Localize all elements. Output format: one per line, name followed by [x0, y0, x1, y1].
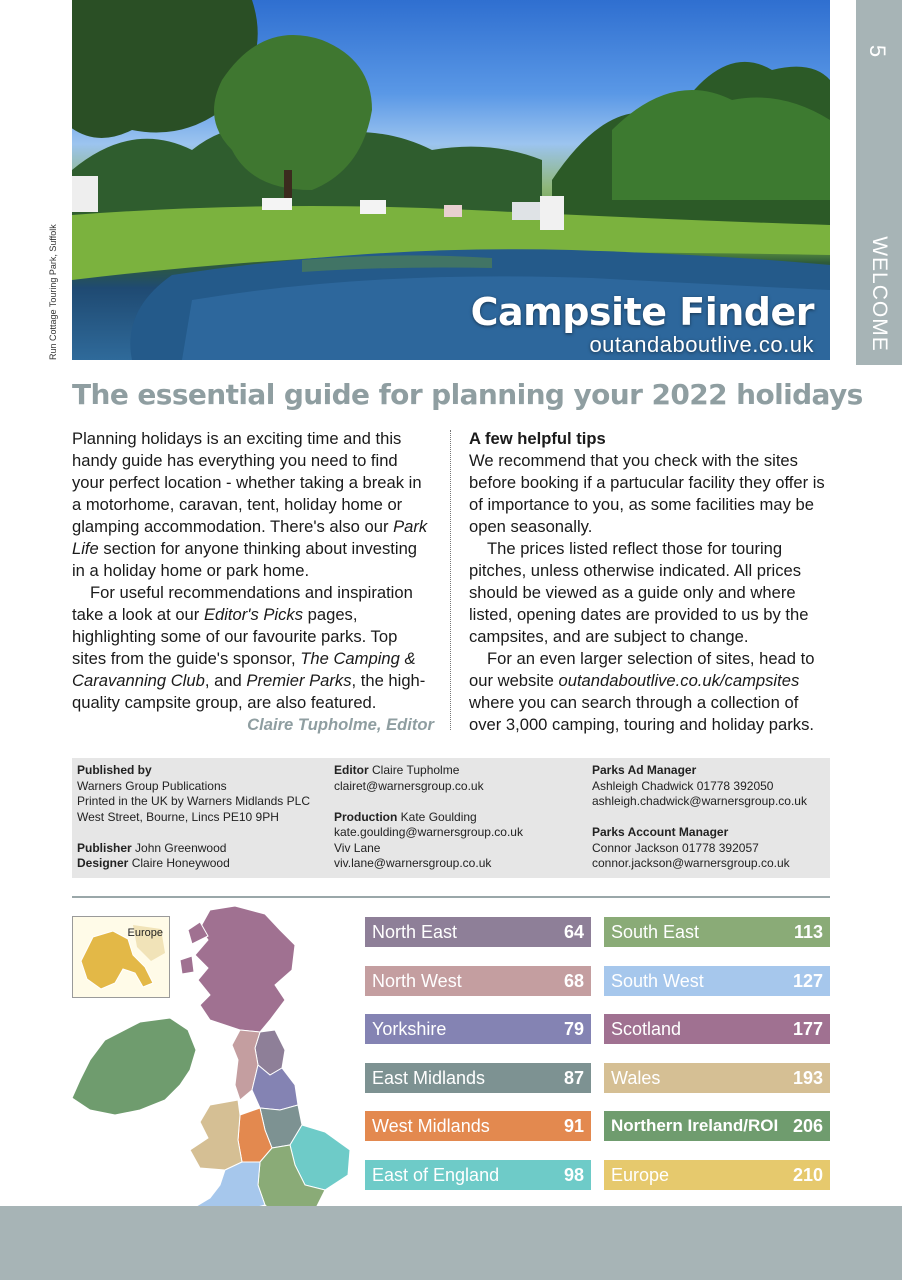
region-item-northern-ireland-roi[interactable]: [604, 1111, 830, 1141]
region-page-number: 113: [793, 922, 823, 942]
credits-advertising: Parks Ad Manager Ashleigh Chadwick 01778 392050 ashleigh.chadwick@warnersgroup.co.uk Parks Account Manager Connor Jackson 01778 392057 connor.jackson@warnersgroup.co.uk: [592, 763, 807, 870]
tips-column: [469, 428, 834, 736]
credits-box: [72, 758, 830, 878]
region-item-europe[interactable]: [604, 1160, 830, 1190]
region-page-number: 127: [792, 970, 823, 991]
region-name: North West: [372, 970, 462, 991]
tips-heading: A few helpful tips: [469, 429, 606, 448]
editor-email[interactable]: clairet@warnersgroup.co.uk: [334, 778, 484, 793]
region-page-number: 98: [563, 1165, 584, 1185]
region-page-number: 210: [792, 1165, 823, 1185]
region-item-south-east[interactable]: [604, 917, 830, 947]
region-item-east-midlands[interactable]: [365, 1063, 591, 1093]
region-name: East of England: [372, 1165, 500, 1185]
ad-manager-email[interactable]: ashleigh.chadwick@warnersgroup.co.uk: [592, 794, 807, 808]
region-item-north-west[interactable]: [365, 966, 591, 996]
section-rule: [72, 896, 830, 898]
production-email-2[interactable]: viv.lane@warnersgroup.co.uk: [334, 856, 492, 870]
intro-paragraph-2: For useful recommendations and inspiration take a look at our Editor's Picks pages, highlighting some of our favourite parks. Top sites from the guide's sponsor, The Camping & Caravanning Club, and Premier Parks, the high-quality campsite group, are also featured.: [72, 583, 426, 712]
production-email[interactable]: kate.goulding@warnersgroup.co.uk: [334, 825, 523, 839]
page-headline: The essential guide for planning your 2022 holidays: [72, 378, 863, 411]
region-page-number: 91: [563, 1116, 584, 1137]
region-page-number: 193: [792, 1067, 823, 1088]
region-page-number: 64: [563, 922, 584, 942]
region-name: Northern Ireland/ROI: [611, 1116, 779, 1136]
editor-signature: Claire Tupholme, Editor: [247, 715, 434, 734]
region-name: North East: [372, 922, 458, 942]
region-name: Europe: [611, 1165, 670, 1185]
hero-photo: [72, 0, 830, 360]
section-label: WELCOME: [868, 236, 891, 352]
region-item-east-of-england[interactable]: [365, 1160, 591, 1190]
region-item-wales[interactable]: [604, 1063, 830, 1093]
region-name: Wales: [611, 1067, 661, 1088]
tips-paragraph-3: For an even larger selection of sites, head to our website outandaboutlive.co.uk/campsites where you can search through a collection of over 3,000 camping, touring and holiday parks.: [469, 649, 815, 734]
inset-label: Europe: [127, 927, 163, 939]
intro-paragraph-1: Planning holidays is an exciting time and this handy guide has everything you need to find your perfect location - whether taking a break in a motorhome, caravan, tent, holiday home or glamping accommodation. There's also our Park Life section for anyone thinking about investing in a holiday home or park home.: [72, 429, 428, 580]
region-page-number: 177: [792, 1019, 823, 1040]
tips-paragraph-2: The prices listed reflect those for touring pitches, unless otherwise indicated. All prices should be viewed as a guide only and where listed, opening dates are provided to us by the campsites, and are subject to change.: [469, 539, 809, 646]
column-divider: [450, 430, 451, 730]
website-link[interactable]: outandaboutlive.co.uk/campsites: [558, 671, 800, 690]
region-item-scotland[interactable]: [604, 1014, 830, 1044]
brand-logo: [471, 290, 814, 356]
region-name: East Midlands: [372, 1067, 486, 1088]
account-manager-email[interactable]: connor.jackson@warnersgroup.co.uk: [592, 856, 790, 870]
credits-publisher: Published by Warners Group Publications Printed in the UK by Warners Midlands PLC West Street, Bourne, Lincs PE10 9PH Publisher John Greenwood Designer Claire Honeywood: [77, 763, 310, 870]
page-number: 5: [865, 44, 890, 58]
region-item-west-midlands[interactable]: [365, 1111, 591, 1141]
region-name: South West: [611, 970, 704, 991]
footer-band: [0, 1206, 902, 1280]
region-page-number: 68: [563, 970, 584, 991]
tips-paragraph-1: We recommend that you check with the sites before booking if a partucular facility they offer is of importance to you, as some facilities may be open seasonally.: [469, 451, 825, 536]
region-name: Yorkshire: [372, 1019, 447, 1040]
region-name: South East: [611, 922, 700, 942]
region-name: West Midlands: [372, 1116, 490, 1137]
photo-credit: Run Cottage Touring Park, Suffolk: [48, 224, 58, 360]
region-page-number: 79: [563, 1019, 584, 1040]
region-page-number: 87: [563, 1067, 584, 1088]
region-page-number: 206: [792, 1116, 823, 1137]
region-item-north-east[interactable]: [365, 917, 591, 947]
region-item-yorkshire[interactable]: [365, 1014, 591, 1044]
region-name: Scotland: [611, 1019, 682, 1040]
brand-title: Campsite Finder: [470, 290, 814, 334]
europe-inset-map: [72, 916, 170, 998]
intro-column: [72, 428, 434, 736]
brand-url: outandaboutlive.co.uk: [589, 332, 814, 357]
credits-editorial: Editor Claire Tupholme clairet@warnersgroup.co.uk Production Kate Goulding kate.goulding@warnersgroup.co.uk Viv Lane viv.lane@warnersgroup.co.uk: [334, 763, 523, 870]
region-item-south-west[interactable]: [604, 966, 830, 996]
